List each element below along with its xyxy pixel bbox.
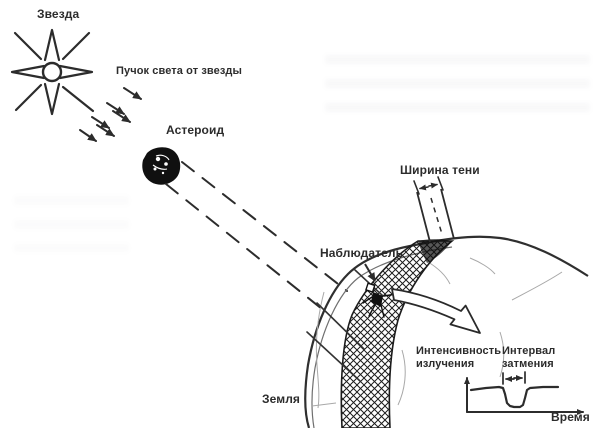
star-label: Звезда	[37, 7, 80, 21]
intensity-axis-label: Интенсивность излучения	[416, 345, 502, 370]
earth-label: Земля	[262, 392, 301, 406]
star-icon	[12, 30, 93, 114]
shadow-width-measure-arrow	[414, 177, 443, 194]
light-curve	[471, 387, 558, 407]
shadow-edge-dashed-lines	[166, 162, 347, 313]
asteroid-label: Астероид	[166, 123, 225, 137]
inset-graph	[467, 372, 583, 412]
sweep-arrow	[392, 289, 480, 333]
shadow-width-label: Ширина тени	[400, 163, 480, 177]
interval-measure-arrow	[503, 372, 525, 384]
observer-label: Наблюдатель	[320, 246, 404, 260]
light-beam-label: Пучок света от звезды	[116, 65, 242, 77]
asteroid-icon	[142, 147, 180, 185]
light-beam-arrows	[80, 88, 141, 141]
time-axis-label: Время	[551, 410, 590, 424]
shadow-column	[417, 189, 454, 242]
eclipse-interval-label: Интервал затмения	[502, 345, 556, 370]
